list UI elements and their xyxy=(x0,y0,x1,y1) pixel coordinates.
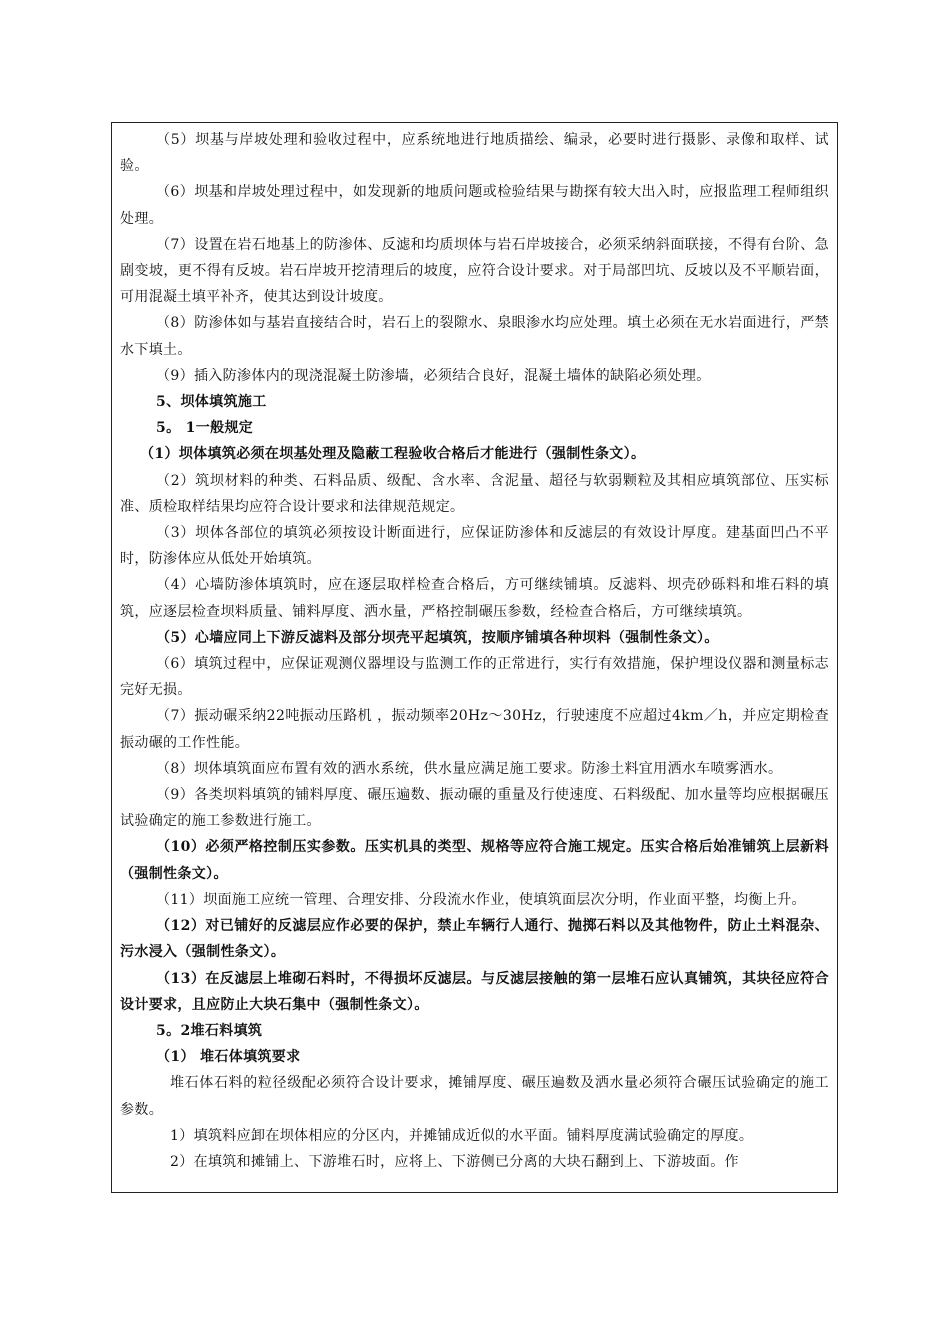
paragraph-rule-4: （4）心墙防渗体填筑时，应在逐层取样检查合格后，方可继续铺填。反滤料、坝壳砂砾料和堆石料的填筑，应逐层检查坝料质量、铺料厚度、洒水量，严格控制碾压参数，经检查合格后，方可继续填筑。 xyxy=(120,577,829,620)
paragraph-5-4: （8）防渗体如与基岩直接结合时，岩石上的裂隙水、泉眼渗水均应处理。填土必须在无水岩面进行，严禁水下填土。 xyxy=(120,315,829,358)
paragraph-rule-13: （13）在反滤层上堆砌石料时，不得损坏反滤层。与反滤层接触的第一层堆石应认真铺筑，其块径应符合设计要求，且应防止大块石集中（强制性条文）。 xyxy=(120,970,829,1013)
paragraph-rule-3: （3）坝体各部位的填筑必须按设计断面进行，应保证防渗体和反滤层的有效设计厚度。建基面凹凸不平 时，防渗体应从低处开始填筑。 xyxy=(120,525,829,568)
paragraph-5-1: （5）坝基与岸坡处理和验收过程中，应系统地进行地质描绘、编录，必要时进行摄影、录像和取样、试验。 xyxy=(120,132,829,175)
paragraph-item-2: 2）在填筑和摊铺上、下游堆石时，应将上、下游侧已分离的大块石翻到上、下游坡面。作 xyxy=(170,1153,739,1170)
paragraph-rule-9: （9）各类坝料填筑的铺料厚度、碾压遍数、振动碾的重量及行使速度、石料级配、加水量等均应根据碾压试验确定的施工参数进行施工。 xyxy=(120,787,829,830)
paragraph-rule-6: （6）填筑过程中，应保证观测仪器埋设与监测工作的正常进行，实行有效措施，保护埋设仪器和测量标志完好无损。 xyxy=(120,656,829,699)
paragraph-5-3: （7）设置在岩石地基上的防渗体、反滤和均质坝体与岩石岸坡接合，必须采纳斜面联接，不得有台阶、急剧变坡，更不得有反坡。岩石岸坡开挖清理后的坡度，应符合设计要求。对于局部凹坑、反坡以及不平顺岩面，可用混凝土填平补齐，使其达到设计坡度。 xyxy=(120,236,829,306)
paragraph-rule-12: （12）对已铺好的反滤层应作必要的保护，禁止车辆行人通行、抛掷石料以及其他物件，防止土料混杂、污水浸入（强制性条文）。 xyxy=(120,918,829,961)
document-frame xyxy=(111,122,838,1193)
paragraph-rule-7: （7）振动碾采纳22吨振动压路机 ，振动频率20Hz～30Hz，行驶速度不应超过4km／h，并应定期检查振动碾的工作性能。 xyxy=(120,708,829,751)
paragraph-rule-1: （1）坝体填筑必须在坝基处理及隐蔽工程验收合格后才能进行（强制性条文）。 xyxy=(140,446,646,463)
paragraph-rule-10: （10）必须严格控制压实参数。压实机具的类型、规格等应符合施工规定。压实合格后始准铺筑上层新料（强制性条文）。 xyxy=(120,839,829,882)
item-heading: （1） 堆石体填筑要求 xyxy=(156,1049,301,1066)
paragraph-rule-8: （8）坝体填筑面应布置有效的洒水系统，供水量应满足施工要求。防渗土料宜用洒水车喷雾洒水。 xyxy=(156,760,783,777)
section-heading: 5、坝体填筑施工 xyxy=(156,394,267,411)
paragraph-item-1: 1）填筑料应卸在坝体相应的分区内，并摊铺成近似的水平面。铺料厚度满试验确定的厚度。 xyxy=(170,1127,754,1144)
paragraph-5-2: （6）坝基和岸坡处理过程中，如发现新的地质问题或检验结果与勘探有较大出入时，应报监理工程师组织处理。 xyxy=(120,184,829,227)
paragraph-5-5: （9）插入防渗体内的现浇混凝土防渗墙，必须结合良好，混凝土墙体的缺陷必须处理。 xyxy=(156,367,711,384)
paragraph-rule-5: （5）心墙应同上下游反滤料及部分坝壳平起填筑，按顺序铺填各种坝料（强制性条文）。 xyxy=(156,629,719,646)
subsection-heading: 5。 1一般规定 xyxy=(156,420,254,437)
paragraph-rule-2: （2）筑坝材料的种类、石料品质、级配、含水率、含泥量、超径与软弱颗粒及其相应填筑部位、压实标准、质检取样结果均应符合设计要求和法律规范规定。 xyxy=(120,472,829,515)
paragraph-body: 堆石体石料的粒径级配必须符合设计要求，摊铺厚度、碾压遍数及洒水量必须符合碾压试验确定的施工参数。 xyxy=(120,1075,829,1118)
paragraph-rule-11: （11）坝面施工应统一管理、合理安排、分段流水作业，使填筑面层次分明，作业面平整，均衡上升。 xyxy=(156,891,806,908)
subsection-heading-2: 5。2堆石料填筑 xyxy=(156,1022,263,1039)
